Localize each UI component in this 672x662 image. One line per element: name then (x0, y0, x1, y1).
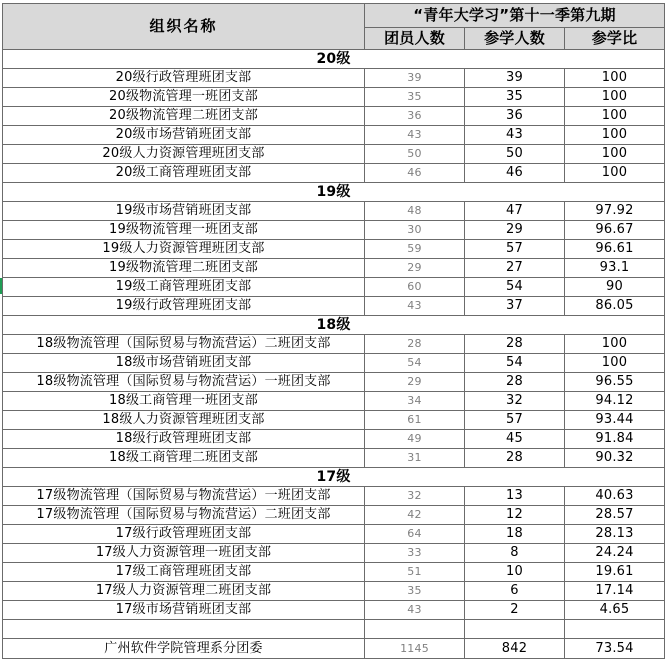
members-cell[interactable]: 43 (365, 126, 465, 145)
blank-cell[interactable] (3, 620, 365, 639)
ratio-cell[interactable]: 100 (565, 107, 665, 126)
ratio-cell[interactable]: 90.32 (565, 449, 665, 468)
table-row (3, 411, 665, 430)
members-cell[interactable]: 29 (365, 373, 465, 392)
participants-cell[interactable]: 13 (465, 487, 565, 506)
participants-cell[interactable]: 28 (465, 373, 565, 392)
total-members-cell[interactable]: 1145 (365, 639, 465, 659)
org-name-cell[interactable]: 20级工商管理班团支部 (3, 164, 365, 183)
ratio-cell[interactable]: 40.63 (565, 487, 665, 506)
members-cell[interactable]: 34 (365, 392, 465, 411)
members-cell[interactable]: 39 (365, 69, 465, 88)
members-cell[interactable]: 28 (365, 335, 465, 354)
table-row (3, 582, 665, 601)
ratio-cell[interactable]: 97.92 (565, 202, 665, 221)
total-name-cell[interactable]: 广州软件学院管理系分团委 (3, 639, 365, 659)
participants-cell[interactable]: 43 (465, 126, 565, 145)
participants-cell[interactable]: 54 (465, 278, 565, 297)
participants-cell[interactable]: 28 (465, 449, 565, 468)
participants-cell[interactable]: 37 (465, 297, 565, 316)
table-row (3, 354, 665, 373)
table-row (3, 126, 665, 145)
table-row (3, 335, 665, 354)
table-row (3, 525, 665, 544)
table-row (3, 373, 665, 392)
members-cell[interactable]: 60 (365, 278, 465, 297)
ratio-header[interactable]: 参学比 (565, 28, 665, 50)
header-row-1 (3, 4, 665, 28)
members-header[interactable]: 团员人数 (365, 28, 465, 50)
ratio-cell[interactable]: 100 (565, 354, 665, 373)
participants-cell[interactable]: 10 (465, 563, 565, 582)
participants-cell[interactable]: 29 (465, 221, 565, 240)
grade-row (3, 50, 665, 69)
ratio-cell[interactable]: 90 (565, 278, 665, 297)
participants-cell[interactable]: 28 (465, 335, 565, 354)
total-participants-cell[interactable]: 842 (465, 639, 565, 659)
table-row (3, 601, 665, 620)
members-cell[interactable]: 42 (365, 506, 465, 525)
table-row (3, 202, 665, 221)
table-row (3, 487, 665, 506)
participants-cell[interactable]: 32 (465, 392, 565, 411)
table-row (3, 430, 665, 449)
ratio-cell[interactable]: 24.24 (565, 544, 665, 563)
table-row (3, 164, 665, 183)
members-cell[interactable]: 32 (365, 487, 465, 506)
participants-cell[interactable]: 12 (465, 506, 565, 525)
members-cell[interactable]: 49 (365, 430, 465, 449)
table-row (3, 259, 665, 278)
ratio-cell[interactable]: 28.13 (565, 525, 665, 544)
members-cell[interactable]: 43 (365, 601, 465, 620)
ratio-cell[interactable]: 86.05 (565, 297, 665, 316)
ratio-cell[interactable]: 4.65 (565, 601, 665, 620)
members-cell[interactable]: 31 (365, 449, 465, 468)
participants-cell[interactable]: 27 (465, 259, 565, 278)
ratio-cell[interactable]: 94.12 (565, 392, 665, 411)
members-cell[interactable]: 59 (365, 240, 465, 259)
members-cell[interactable]: 51 (365, 563, 465, 582)
participants-cell[interactable]: 50 (465, 145, 565, 164)
participants-header[interactable]: 参学人数 (465, 28, 565, 50)
grade-row (3, 468, 665, 487)
table-row (3, 563, 665, 582)
org-name-cell[interactable]: 17级物流管理（国际贸易与物流营运）一班团支部 (3, 487, 365, 506)
members-cell[interactable]: 64 (365, 525, 465, 544)
grade-label[interactable]: 20级 (3, 50, 665, 69)
blank-cell[interactable] (465, 620, 565, 639)
org-name-cell[interactable]: 17级人力资源管理二班团支部 (3, 582, 365, 601)
org-name-cell[interactable]: 19级物流管理二班团支部 (3, 259, 365, 278)
grade-row (3, 316, 665, 335)
grade-row (3, 183, 665, 202)
participants-cell[interactable]: 36 (465, 107, 565, 126)
table-row (3, 544, 665, 563)
participants-cell[interactable]: 8 (465, 544, 565, 563)
table-body (3, 4, 665, 659)
ratio-cell[interactable]: 19.61 (565, 563, 665, 582)
table-row (3, 145, 665, 164)
org-name-cell[interactable]: 17级工商管理班团支部 (3, 563, 365, 582)
members-cell[interactable]: 30 (365, 221, 465, 240)
members-cell[interactable]: 61 (365, 411, 465, 430)
ratio-cell[interactable]: 100 (565, 69, 665, 88)
table-row (3, 506, 665, 525)
blank-cell[interactable] (365, 620, 465, 639)
table-row (3, 69, 665, 88)
members-cell[interactable]: 46 (365, 164, 465, 183)
org-name-cell[interactable]: 17级物流管理（国际贸易与物流营运）二班团支部 (3, 506, 365, 525)
org-name-cell[interactable]: 18级物流管理（国际贸易与物流营运）一班团支部 (3, 373, 365, 392)
blank-row (3, 620, 665, 639)
org-name-cell[interactable]: 18级工商管理一班团支部 (3, 392, 365, 411)
org-name-cell[interactable]: 19级行政管理班团支部 (3, 297, 365, 316)
grade-label[interactable]: 19级 (3, 183, 665, 202)
blank-cell[interactable] (565, 620, 665, 639)
participants-cell[interactable]: 47 (465, 202, 565, 221)
members-cell[interactable]: 29 (365, 259, 465, 278)
ratio-cell[interactable]: 96.61 (565, 240, 665, 259)
org-name-cell[interactable]: 18级行政管理班团支部 (3, 430, 365, 449)
total-row (3, 639, 665, 659)
org-name-cell[interactable]: 19级市场营销班团支部 (3, 202, 365, 221)
members-cell[interactable]: 48 (365, 202, 465, 221)
participants-cell[interactable]: 39 (465, 69, 565, 88)
ratio-cell[interactable]: 100 (565, 164, 665, 183)
org-name-cell[interactable]: 18级市场营销班团支部 (3, 354, 365, 373)
members-cell[interactable]: 33 (365, 544, 465, 563)
org-name-cell[interactable]: 19级工商管理班团支部 (3, 278, 365, 297)
participants-cell[interactable]: 57 (465, 411, 565, 430)
members-cell[interactable]: 43 (365, 297, 465, 316)
members-cell[interactable]: 35 (365, 582, 465, 601)
ratio-cell[interactable]: 100 (565, 145, 665, 164)
org-name-cell[interactable]: 18级工商管理二班团支部 (3, 449, 365, 468)
org-name-cell[interactable]: 17级人力资源管理一班团支部 (3, 544, 365, 563)
period-header[interactable]: “青年大学习”第十一季第九期 (365, 4, 665, 28)
ratio-cell[interactable]: 93.1 (565, 259, 665, 278)
members-cell[interactable]: 35 (365, 88, 465, 107)
members-cell[interactable]: 54 (365, 354, 465, 373)
table-row (3, 392, 665, 411)
table-row (3, 240, 665, 259)
ratio-cell[interactable]: 28.57 (565, 506, 665, 525)
ratio-cell[interactable]: 93.44 (565, 411, 665, 430)
ratio-cell[interactable]: 17.14 (565, 582, 665, 601)
participants-cell[interactable]: 6 (465, 582, 565, 601)
participants-cell[interactable]: 45 (465, 430, 565, 449)
org-name-cell[interactable]: 20级人力资源管理班团支部 (3, 145, 365, 164)
ratio-cell[interactable]: 96.55 (565, 373, 665, 392)
table-row (3, 297, 665, 316)
org-name-cell[interactable]: 18级物流管理（国际贸易与物流营运）二班团支部 (3, 335, 365, 354)
participants-cell[interactable]: 46 (465, 164, 565, 183)
participants-cell[interactable]: 2 (465, 601, 565, 620)
participants-cell[interactable]: 35 (465, 88, 565, 107)
org-name-cell[interactable]: 18级人力资源管理班团支部 (3, 411, 365, 430)
org-name-cell[interactable]: 17级行政管理班团支部 (3, 525, 365, 544)
ratio-cell[interactable]: 96.67 (565, 221, 665, 240)
org-name-cell[interactable]: 17级市场营销班团支部 (3, 601, 365, 620)
table-row (3, 221, 665, 240)
grade-label[interactable]: 18级 (3, 316, 665, 335)
ratio-cell[interactable]: 100 (565, 88, 665, 107)
ratio-cell[interactable]: 100 (565, 335, 665, 354)
org-name-header[interactable]: 组织名称 (3, 4, 365, 50)
ratio-cell[interactable]: 91.84 (565, 430, 665, 449)
org-name-cell[interactable]: 20级市场营销班团支部 (3, 126, 365, 145)
org-name-cell[interactable]: 20级物流管理二班团支部 (3, 107, 365, 126)
table-row (3, 107, 665, 126)
total-ratio-cell[interactable]: 73.54 (565, 639, 665, 659)
participants-cell[interactable]: 57 (465, 240, 565, 259)
ratio-cell[interactable]: 100 (565, 126, 665, 145)
table-row (3, 449, 665, 468)
org-name-cell[interactable]: 19级人力资源管理班团支部 (3, 240, 365, 259)
table-row (3, 278, 665, 297)
org-name-cell[interactable]: 20级物流管理一班团支部 (3, 88, 365, 107)
participants-cell[interactable]: 18 (465, 525, 565, 544)
participants-cell[interactable]: 54 (465, 354, 565, 373)
org-name-cell[interactable]: 20级行政管理班团支部 (3, 69, 365, 88)
members-cell[interactable]: 36 (365, 107, 465, 126)
org-name-cell[interactable]: 19级物流管理一班团支部 (3, 221, 365, 240)
table-row (3, 88, 665, 107)
grade-label[interactable]: 17级 (3, 468, 665, 487)
members-cell[interactable]: 50 (365, 145, 465, 164)
participation-table (2, 3, 665, 659)
